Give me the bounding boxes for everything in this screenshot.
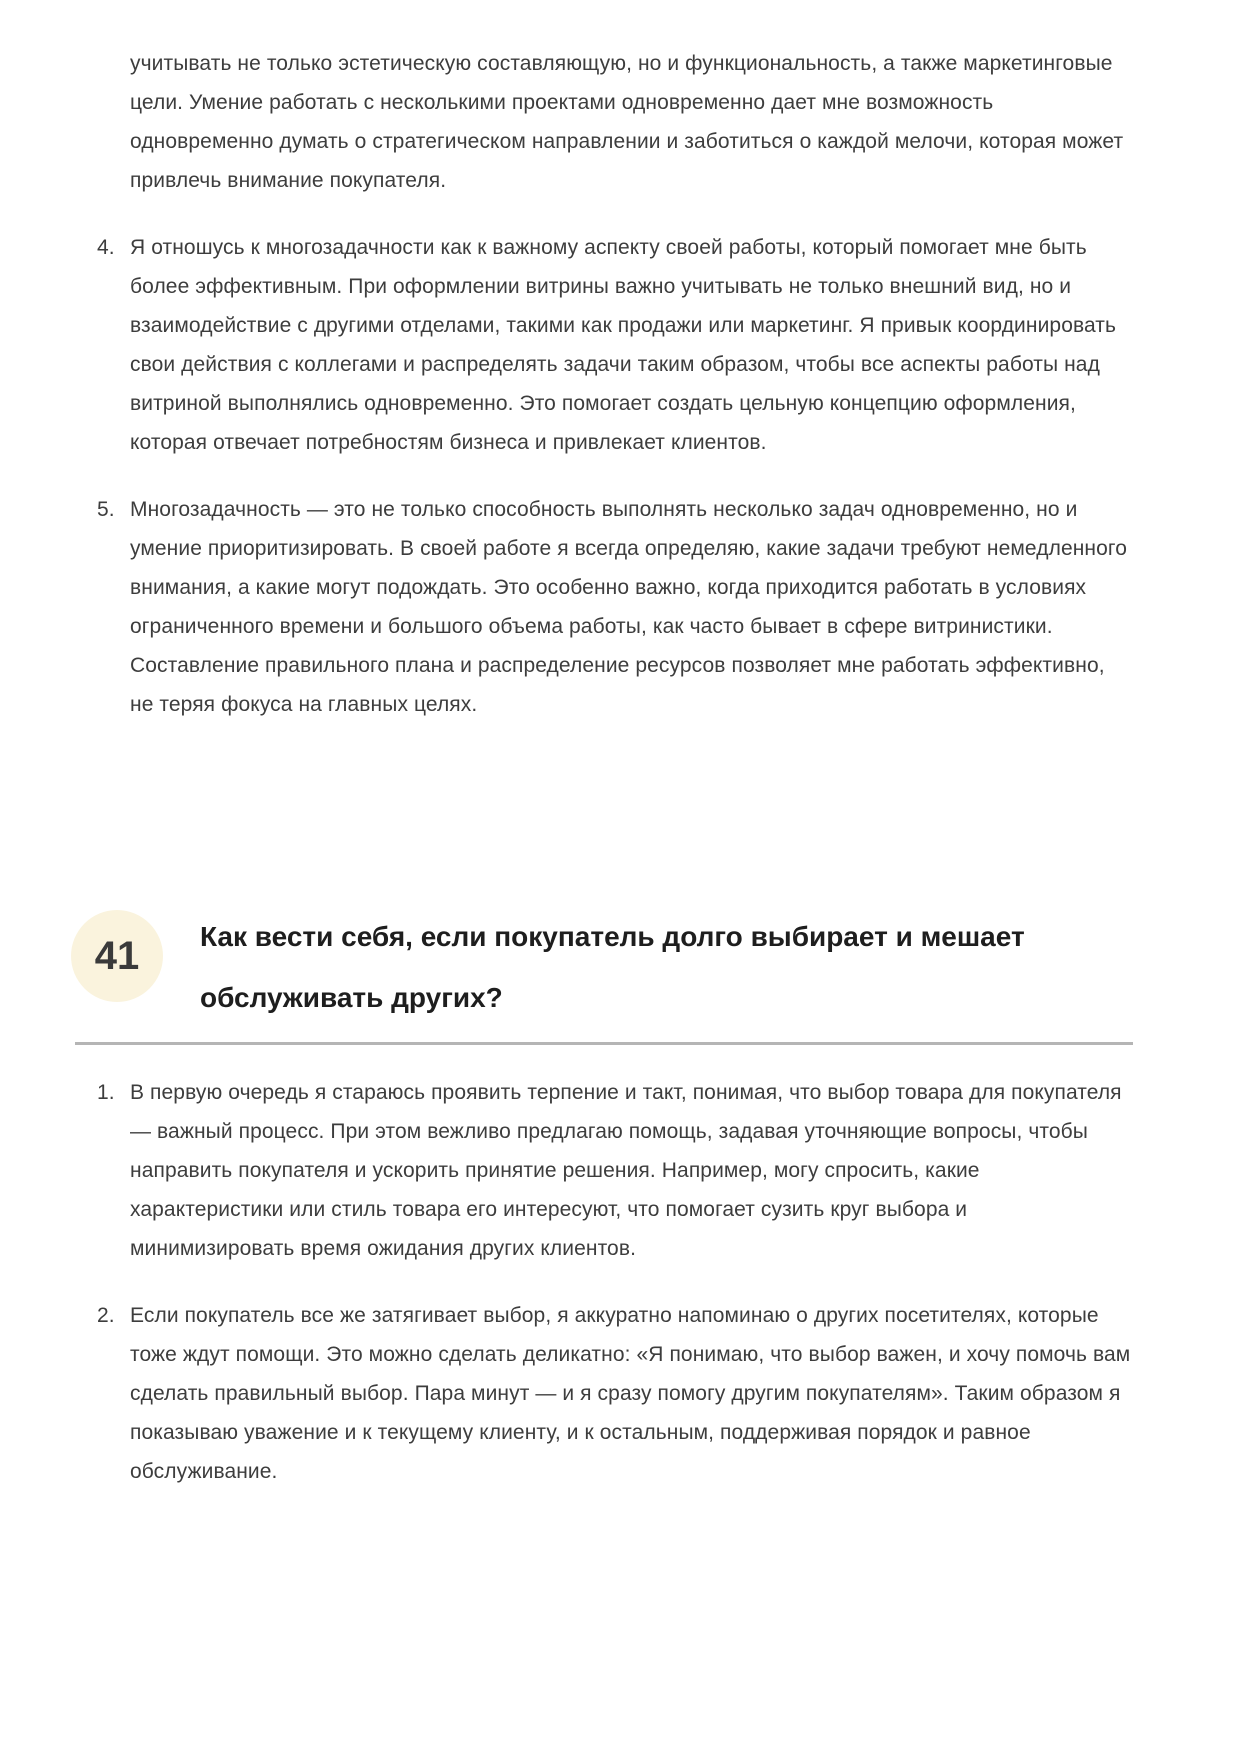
question-header <box>75 906 1133 1028</box>
list-item-text: Многозадачность — это не только способность выполнять несколько задач одновременно, но и умение приоритизировать. В своей работе я всегда определяю, какие задачи требуют немедленного внимания, а какие могут подождать. Это особенно важно, когда приходится работать в условиях ограниченного времени и большого объема работы, как часто бывает в сфере витринистики. Составление правильного плана и распределение ресурсов позволяет мне работать эффективно, не теряя фокуса на главных целях. <box>130 498 1127 716</box>
list-item-text: Я отношусь к многозадачности как к важному аспекту своей работы, который помогает мне быть более эффективным. При оформлении витрины важно учитывать не только внешний вид, но и взаимодействие с другими отделами, такими как продажи или маркетинг. Я привык координировать свои действия с коллегами и распределять задачи таким образом, чтобы все аспекты работы над витриной выполнялись одновременно. Это помогает создать цельную концепцию оформления, которая отвечает потребностям бизнеса и привлекает клиентов. <box>130 236 1117 454</box>
list-item <box>75 228 1133 462</box>
answer-list <box>75 1073 1133 1491</box>
list-item-number: 4. <box>97 236 115 259</box>
section-divider <box>75 1042 1133 1045</box>
list-item-number: 5. <box>97 498 115 521</box>
previous-answer-continuation: учитывать не только эстетическую составляющую, но и функциональность, а также маркетинговые цели. Умение работать с несколькими проектами одновременно дает мне возможность одновременно думать о стратегическом направлении и заботиться о каждой мелочи, которая может привлечь внимание покупателя. <box>130 52 1124 192</box>
list-item <box>75 1073 1133 1268</box>
list-item-number: 1. <box>97 1081 115 1104</box>
question-number: 41 <box>94 933 140 978</box>
question-number-badge <box>71 910 163 1002</box>
list-item <box>75 490 1133 724</box>
list-item-text: Если покупатель все же затягивает выбор, я аккуратно напоминаю о других посетителях, которые тоже ждут помощи. Это можно сделать деликатно: «Я понимаю, что выбор важен, и хочу помочь вам сделать правильный выбор. Пара минут — и я сразу помогу другим покупателям». Таким образом я показываю уважение и к текущему клиенту, и к остальным, поддерживая порядок и равное обслуживание. <box>130 1304 1131 1483</box>
list-item-text: В первую очередь я стараюсь проявить терпение и такт, понимая, что выбор товара для покупателя — важный процесс. При этом вежливо предлагаю помощь, задавая уточняющие вопросы, чтобы направить покупателя и ускорить принятие решения. Например, могу спросить, какие характеристики или стиль товара его интересуют, что помогает сузить круг выбора и минимизировать время ожидания других клиентов. <box>130 1081 1122 1260</box>
page-content <box>75 44 1133 1491</box>
list-item <box>75 1296 1133 1491</box>
question-title: Как вести себя, если покупатель долго выбирает и мешает обслуживать других? <box>200 921 1025 1013</box>
list-item-number: 2. <box>97 1304 115 1327</box>
